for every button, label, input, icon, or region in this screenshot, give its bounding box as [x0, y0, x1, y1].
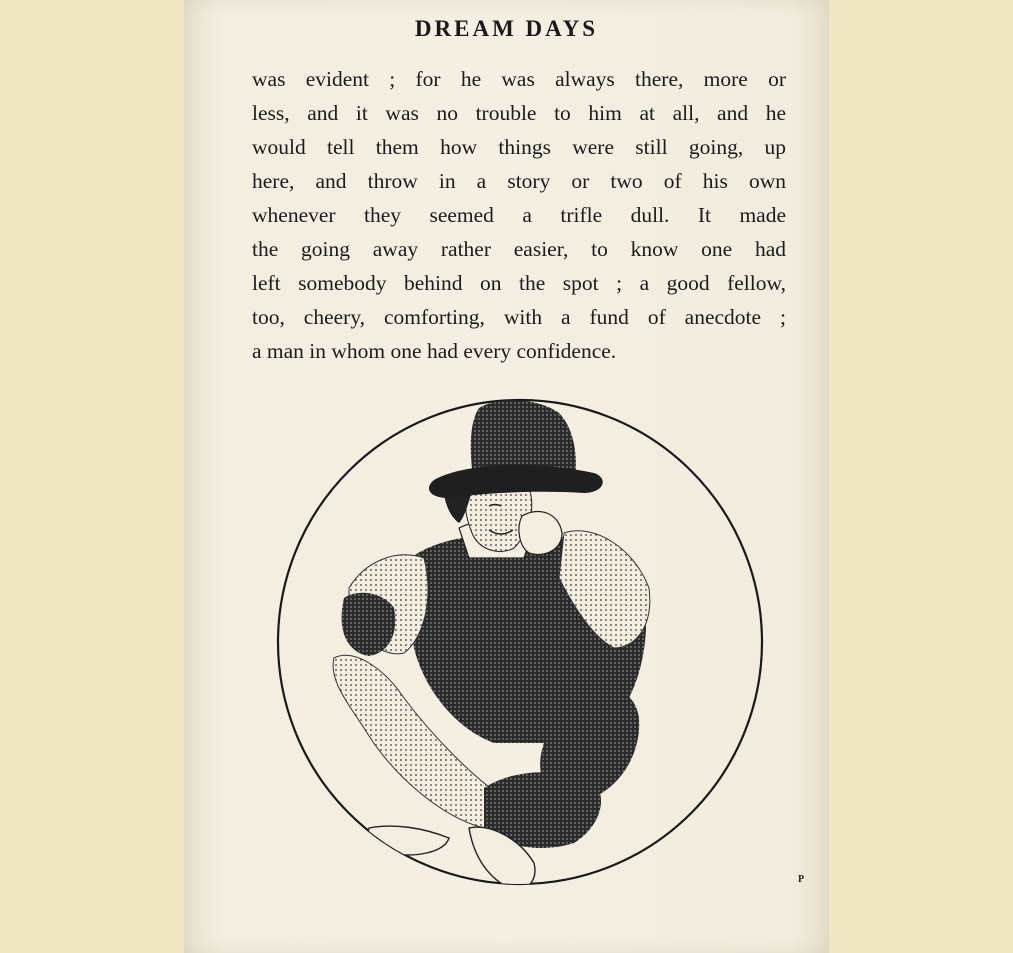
circular-illustration: [274, 398, 766, 892]
text-line: a man in whom one had every confidence.: [252, 339, 617, 363]
text-line: would tell them how things were still going, up: [252, 135, 786, 159]
text-line: too, cheery, comforting, with a fund of anecdote ;: [252, 305, 786, 329]
illustrator-mark: P: [798, 874, 805, 885]
text-line: was evident ; for he was always there, more or: [252, 67, 786, 91]
book-page: [184, 0, 829, 953]
text-line: less, and it was no trouble to him at all, and he: [252, 101, 786, 125]
text-line: whenever they seemed a trifle dull. It made: [252, 203, 786, 227]
seated-figure: [333, 400, 650, 889]
text-line: the going away rather easier, to know one had: [252, 237, 786, 261]
body-paragraph: [252, 62, 786, 368]
running-head: DREAM DAYS: [414, 16, 599, 41]
text-line: here, and throw in a story or two of his own: [252, 169, 786, 193]
text-line: left somebody behind on the spot ; a good fellow,: [252, 271, 786, 295]
